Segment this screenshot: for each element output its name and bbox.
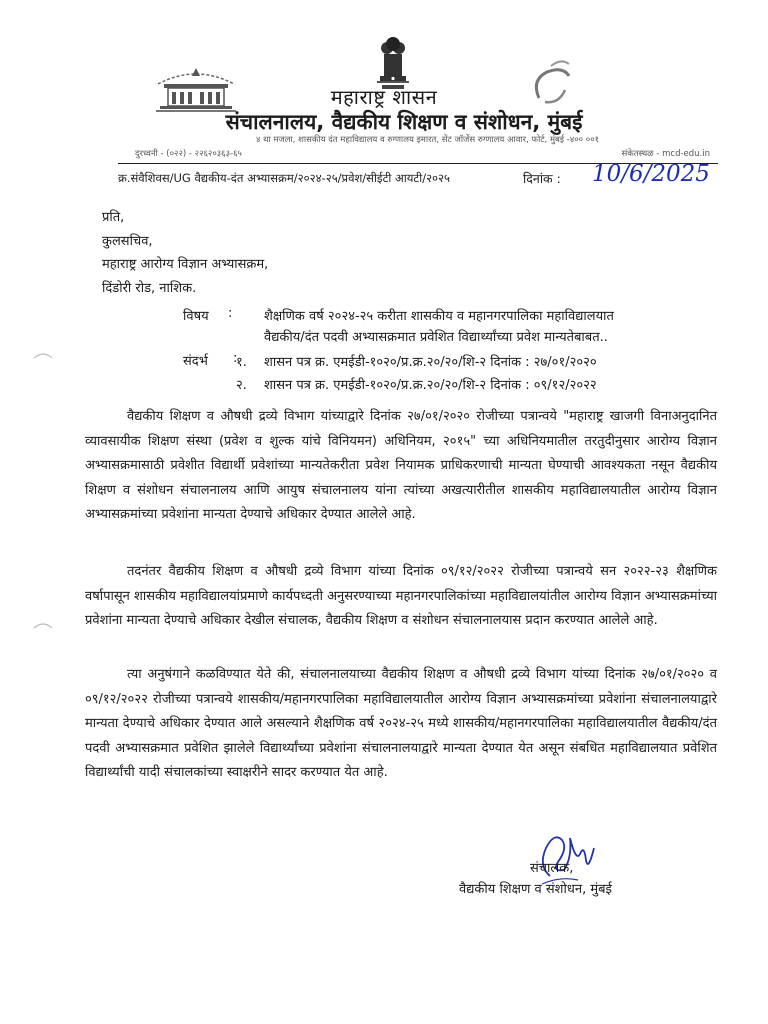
office-phone: दुरध्वनी - (०२२) - २२६२०३६३-६५	[135, 149, 242, 159]
addressee-location: दिंडोरी रोड, नाशिक.	[102, 280, 197, 296]
government-title: महाराष्ट्र शासन	[330, 85, 438, 109]
reference-number: क्र.संवैशिवस/UG वैद्यकीय-दंत अभ्यासक्रम/२०२४-२५/प्रवेश/सीईटी आयटी/२०२५	[118, 171, 450, 185]
references-colon: :	[233, 351, 238, 366]
addressee-block	[102, 206, 268, 300]
date-label: दिनांक :	[523, 171, 561, 186]
handwritten-date: 10/6/2025	[592, 161, 710, 187]
body-paragraph-1: वैद्यकीय शिक्षण व औषधी द्रव्ये विभाग यांच्याद्वारे दिनांक २७/०१/२०२० रोजीच्या पत्रान्वये "महाराष्ट्र खाजगी विनाअनुदानित व्यावसायीक शिक्षण संस्था (प्रवेश व शुल्क यांचे विनियमन) अधिनियम, २०१५" च्या अधिनियमातील तरतुदीनुसार आरोग्य विज्ञान अभ्यासक्रमासाठी प्रवेशीत विद्यार्थी प्रवेशांच्या मान्यतेकरीता प्रवेश नियामक प्राधिकरणाची मान्यता घेण्याची आवश्यकता नसून वैद्यकीय शिक्षण व संशोधन संचालनालय आणि आयुष संचालनालय यांना त्यांच्या अखत्यारीतील शासकीय महाविद्यालयातील आरोग्य विज्ञान अभ्यासक्रमांच्या प्रवेशांना मान्यता देण्याचे अधिकार देण्यात आलेले आहे.	[85, 409, 717, 523]
subject-text	[264, 306, 704, 348]
reference-item	[236, 375, 597, 393]
addressee-designation: कुलसचिव,	[102, 233, 153, 249]
subject-line-1: शैक्षणिक वर्ष २०२४-२५ करीता शासकीय व महानगरपालिका महाविद्यालयात	[264, 309, 614, 324]
references-label: संदर्भ	[183, 354, 208, 369]
signatory-title: संचालक,	[530, 861, 574, 876]
punch-hole-mark	[32, 350, 54, 360]
subject-line-2: वैद्यकीय/दंत पदवी अभ्यासक्रमात प्रवेशित विद्यार्थ्यांच्या प्रवेश मान्यतेबाबत..	[264, 330, 608, 345]
reference-number-label: १.	[236, 355, 247, 370]
subject-colon: :	[228, 306, 233, 321]
reference-item	[236, 352, 597, 370]
addressee-salutation: प्रति,	[102, 210, 125, 225]
body-paragraph-2: तदनंतर वैद्यकीय शिक्षण व औषधी द्रव्ये विभाग यांच्या दिनांक ०९/१२/२०२२ रोजीच्या पत्रान्वये सन २०२२-२३ शैक्षणिक वर्षापासून शासकीय महाविद्यालयांप्रमाणे कार्यपध्दती अनुसरण्याच्या महानगरपालिकांच्या महाविद्यालयांतील आरोग्य विज्ञान अभ्यासक्रमांच्या प्रवेशांना मान्यता देण्याचे अधिकार देखील संचालक, वैद्यकीय शिक्षण व संशोधन संचालनालयास प्रदान करण्यात आलेले आहे.	[85, 564, 717, 629]
office-address: ४ था मजला, शासकीय दंत महाविद्यालय व रुग्णालय इमारत, सेंट जॉर्जेस रुग्णालय आवार, फोर्ट, मुंबई -४०० ००१	[255, 135, 600, 145]
directorate-title: संचालनालय, वैद्यकीय शिक्षण व संशोधन, मुंबई	[225, 110, 583, 134]
addressee-organization: महाराष्ट्र आरोग्य विज्ञान अभ्यासक्रम,	[102, 257, 269, 272]
subject-label: विषय	[183, 309, 209, 324]
signatory-department: वैद्यकीय शिक्षण व संशोधन, मुंबई	[459, 882, 612, 897]
office-website: संकेतस्थळ - mcd-edu.in	[621, 149, 710, 159]
body-paragraph-3: त्या अनुषंगाने कळविण्यात येते की, संचालनालयाच्या वैद्यकीय शिक्षण व औषधी द्रव्ये विभाग यांच्या दिनांक २७/०१/२०२० व ०९/१२/२०२२ रोजीच्या पत्रान्वये शासकीय/महानगरपालिका महाविद्यालयातील आरोग्य विज्ञान अभ्यासक्रमांच्या प्रवेशांना संचालनालयाद्वारे मान्यता देण्याचे अधिकार देण्यात आले असल्याने शैक्षणिक वर्ष २०२४-२५ मध्ये शासकीय/महानगरपालिका महाविद्यालयातील वैद्यकीय/दंत पदवी अभ्यासक्रमात प्रवेशित झालेले विद्यार्थ्यांच्या प्रवेशांना संचालनालयाद्वारे मान्यता देण्यात येत असून संबधित महाविद्यालयात प्रवेशित विद्यार्थ्यांची यादी संचालकांच्या स्वाक्षरीने सादर करण्यात येत आहे.	[85, 667, 717, 781]
punch-hole-mark	[32, 620, 54, 630]
reference-number-label: २.	[236, 378, 247, 393]
reference-text: शासन पत्र क्र. एमईडी-१०२०/प्र.क्र.२०/२०/शि-२ दिनांक : २७/०१/२०२०	[264, 355, 597, 370]
reference-text: शासन पत्र क्र. एमईडी-१०२०/प्र.क्र.२०/२०/शि-२ दिनांक : ०९/१२/२०२२	[264, 378, 597, 393]
